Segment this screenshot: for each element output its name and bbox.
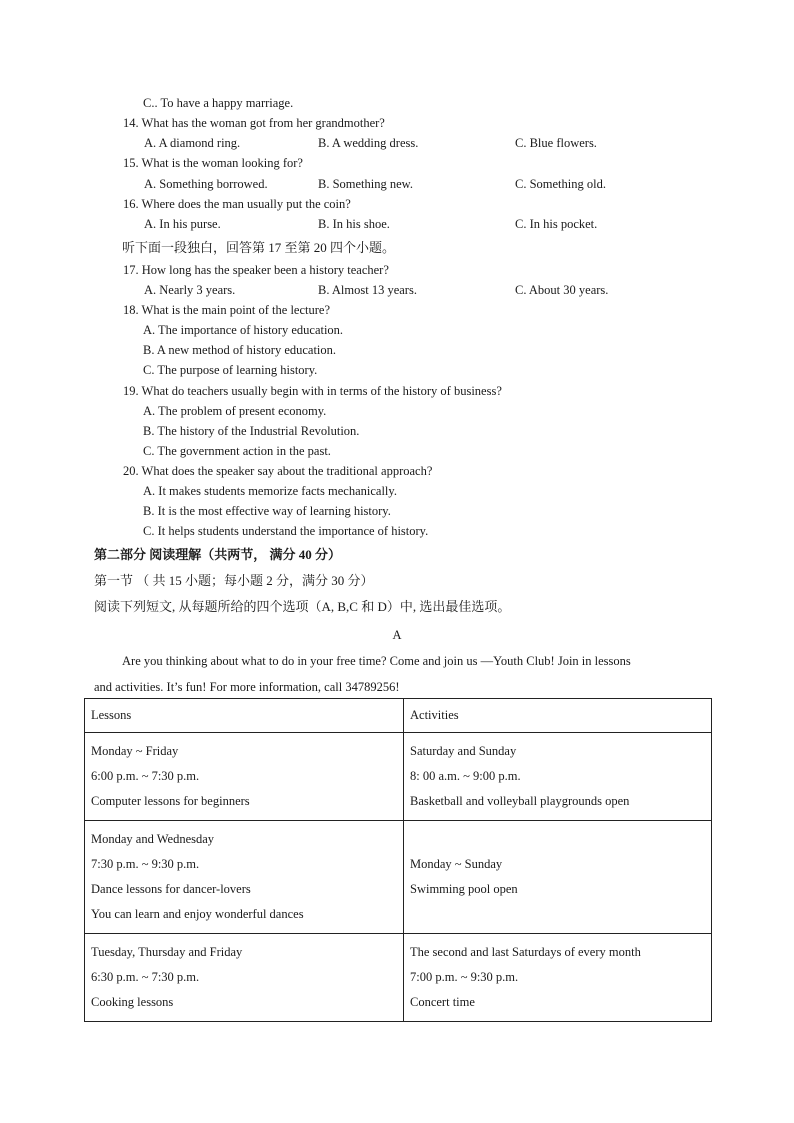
q14-option-b: B. A wedding dress. bbox=[318, 136, 419, 150]
q14-option-a: A. A diamond ring. bbox=[144, 136, 241, 150]
cell-line: Concert time bbox=[410, 995, 475, 1009]
q15-stem: 15. What is the woman looking for? bbox=[123, 156, 303, 170]
q14-option-c: C. Blue flowers. bbox=[515, 136, 597, 150]
q15-option-c: C. Something old. bbox=[515, 177, 606, 191]
cell-line: Monday and Wednesday bbox=[91, 832, 215, 846]
passage-line-2: and activities. It’s fun! For more information, call 34789256! bbox=[94, 680, 400, 694]
q15-option-a: A. Something borrowed. bbox=[144, 177, 268, 191]
q16-option-c: C. In his pocket. bbox=[515, 217, 598, 231]
table-header-row bbox=[85, 699, 712, 733]
cell-line: Monday ~ Friday bbox=[91, 744, 179, 758]
part2-heading: 第二部分 阅读理解（共两节， 满分 40 分） bbox=[94, 547, 342, 562]
q17-stem: 17. How long has the speaker been a history teacher? bbox=[123, 263, 389, 277]
monologue-instruction: 听下面一段独白，回答第 17 至第 20 四个小题。 bbox=[122, 240, 396, 255]
cell-line: The second and last Saturdays of every month bbox=[410, 945, 641, 959]
lessons-cell bbox=[85, 934, 404, 1022]
cell-line: 8: 00 a.m. ~ 9:00 p.m. bbox=[410, 769, 521, 783]
cell-line: Computer lessons for beginners bbox=[91, 794, 250, 808]
q14-stem: 14. What has the woman got from her grandmother? bbox=[123, 116, 385, 130]
q18-option-c: C. The purpose of learning history. bbox=[143, 363, 318, 377]
q20-option-b: B. It is the most effective way of learning history. bbox=[143, 504, 391, 518]
q16-stem: 16. Where does the man usually put the coin? bbox=[123, 197, 351, 211]
cell-line: Monday ~ Sunday bbox=[410, 857, 503, 871]
q19-stem: 19. What do teachers usually begin with in terms of the history of business? bbox=[123, 384, 502, 398]
cell-line: Cooking lessons bbox=[91, 995, 174, 1009]
passage-label: A bbox=[392, 628, 402, 642]
cell-line: 7:00 p.m. ~ 9:30 p.m. bbox=[410, 970, 519, 984]
cell-line: 6:00 p.m. ~ 7:30 p.m. bbox=[91, 769, 200, 783]
cell-line: 7:30 p.m. ~ 9:30 p.m. bbox=[91, 857, 200, 871]
q20-option-a: A. It makes students memorize facts mechanically. bbox=[143, 484, 397, 498]
q13-option-c: C.. To have a happy marriage. bbox=[143, 96, 294, 110]
schedule-table bbox=[84, 698, 712, 1022]
passage-line-1: Are you thinking about what to do in your free time? Come and join us —Youth Club! Join in lessons bbox=[122, 654, 631, 668]
section1-heading: 第一节 （ 共 15 小题；每小题 2 分，满分 30 分） bbox=[94, 573, 374, 588]
cell-line: Saturday and Sunday bbox=[410, 744, 517, 758]
header-activities: Activities bbox=[404, 699, 712, 733]
q20-option-c: C. It helps students understand the importance of history. bbox=[143, 524, 429, 538]
lessons-cell bbox=[85, 733, 404, 821]
reading-instruction: 阅读下列短文, 从每题所给的四个选项（A, B,C 和 D）中, 选出最佳选项。 bbox=[94, 599, 511, 614]
activities-cell bbox=[404, 821, 712, 934]
q17-option-b: B. Almost 13 years. bbox=[318, 283, 417, 297]
q15-option-b: B. Something new. bbox=[318, 177, 414, 191]
q19-option-a: A. The problem of present economy. bbox=[143, 404, 327, 418]
lessons-cell bbox=[85, 821, 404, 934]
cell-line: Basketball and volleyball playgrounds open bbox=[410, 794, 630, 808]
q16-option-a: A. In his purse. bbox=[144, 217, 221, 231]
q20-stem: 20. What does the speaker say about the traditional approach? bbox=[123, 464, 433, 478]
q18-option-b: B. A new method of history education. bbox=[143, 343, 337, 357]
cell-line: You can learn and enjoy wonderful dances bbox=[91, 907, 304, 921]
activities-cell bbox=[404, 934, 712, 1022]
q18-stem: 18. What is the main point of the lecture? bbox=[123, 303, 331, 317]
q19-option-b: B. The history of the Industrial Revolution. bbox=[143, 424, 360, 438]
q17-option-c: C. About 30 years. bbox=[515, 283, 609, 297]
cell-line: Dance lessons for dancer-lovers bbox=[91, 882, 251, 896]
activities-cell bbox=[404, 733, 712, 821]
q16-option-b: B. In his shoe. bbox=[318, 217, 390, 231]
table-row bbox=[85, 821, 712, 934]
q19-option-c: C. The government action in the past. bbox=[143, 444, 331, 458]
cell-line: Swimming pool open bbox=[410, 882, 518, 896]
header-lessons: Lessons bbox=[85, 699, 404, 733]
cell-line: 6:30 p.m. ~ 7:30 p.m. bbox=[91, 970, 200, 984]
cell-line: Tuesday, Thursday and Friday bbox=[91, 945, 243, 959]
q18-option-a: A. The importance of history education. bbox=[143, 323, 344, 337]
q17-option-a: A. Nearly 3 years. bbox=[144, 283, 236, 297]
table-row bbox=[85, 934, 712, 1022]
table-row bbox=[85, 733, 712, 821]
